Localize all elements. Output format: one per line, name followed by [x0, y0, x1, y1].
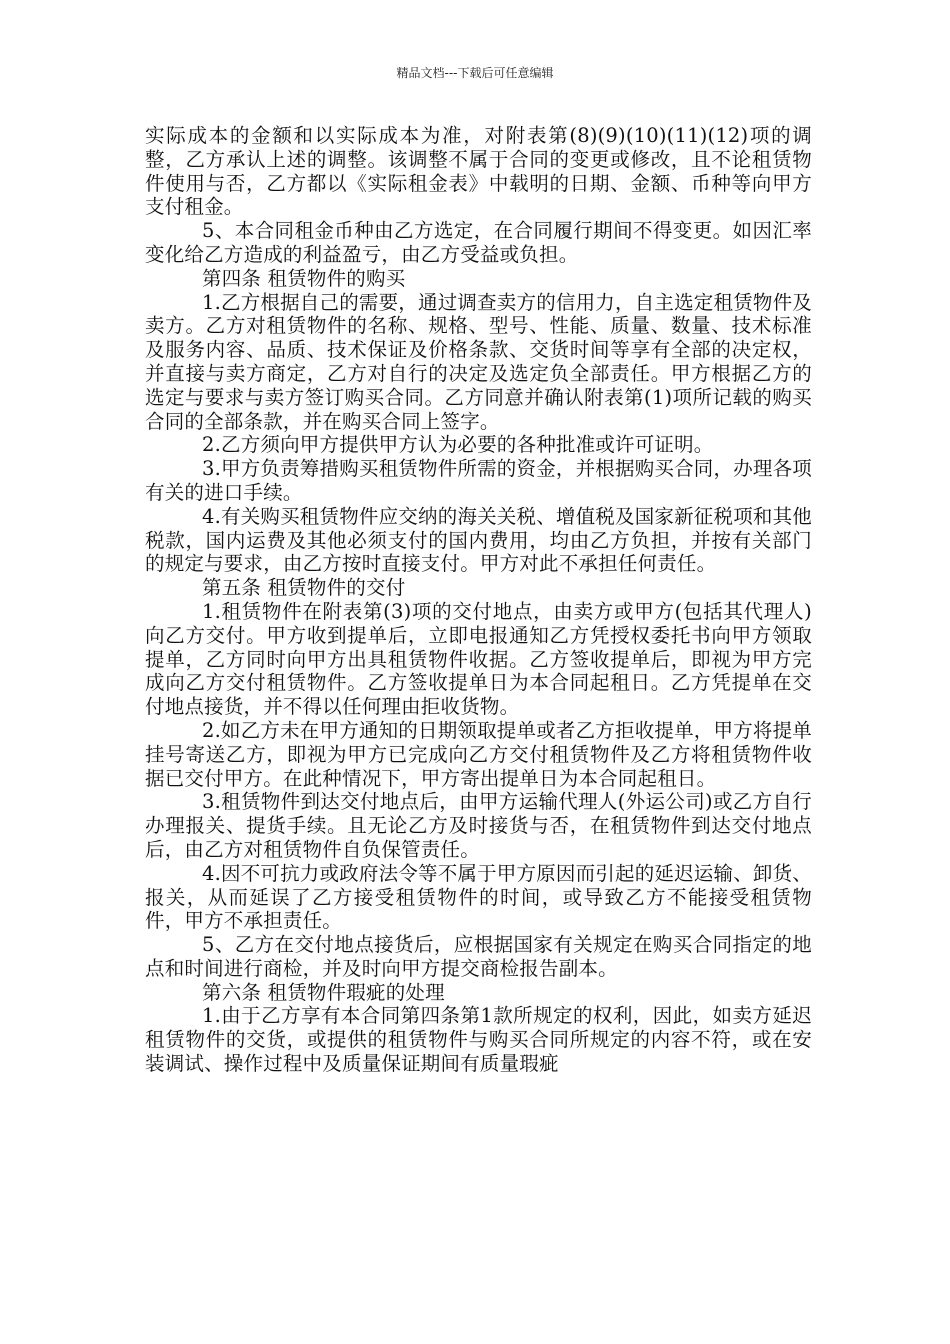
clause-5-2: 2.如乙方未在甲方通知的日期领取提单或者乙方拒收提单，甲方将提单挂号寄送乙方，即视为甲方已完成向乙方交付租赁物件及乙方将租赁物件收据已交付甲方。在此种情况下，甲方寄出提单日为本合同起租日。 [145, 718, 813, 790]
article-6-heading: 第六条 租赁物件瑕疵的处理 [202, 980, 445, 1004]
clause-4-2: 2.乙方须向甲方提供甲方认为必要的各种批准或许可证明。 [202, 433, 714, 457]
article-5-heading: 第五条 租赁物件的交付 [202, 576, 406, 600]
clause-5-1: 1.租赁物件在附表第(3)项的交付地点，由卖方或甲方(包括其代理人)向乙方交付。甲方收到提单后，立即电报通知乙方凭授权委托书向甲方领取提单，乙方同时向甲方出具租赁物件收据。乙方签收提单后，即视为甲方完成向乙方交付租赁物件。乙方签收提单日为本合同起租日。乙方凭提单在交付地点接货，并不得以任何理由拒收货物。 [145, 599, 812, 719]
paragraph-continuation: 实际成本的金额和以实际成本为准，对附表第(8)(9)(10)(11)(12)项的调整，乙方承认上述的调整。该调整不属于合同的变更或修改，且不论租赁物件使用与否，乙方都以《实际租金表》中载明的日期、金额、币种等向甲方支付租金。 [145, 124, 812, 219]
clause-6-1: 1.由于乙方享有本合同第四条第1款所规定的权利，因此，如卖方延迟租赁物件的交货，或提供的租赁物件与购买合同所规定的内容不符，或在安装调试、操作过程中及质量保证期间有质量瑕疵 [145, 1004, 812, 1076]
clause-4-4: 4.有关购买租赁物件应交纳的海关关税、增值税及国家新征税项和其他税款，国内运费及其他必须支付的国内费用，均由乙方负担，并按有关部门的规定与要求，由乙方按时直接支付。甲方对此不承担任何责任。 [145, 504, 813, 576]
document-body [145, 124, 812, 1076]
clause-4-3: 3.甲方负责筹措购买租赁物件所需的资金，并根据购买合同，办理各项有关的进口手续。 [145, 457, 813, 504]
clause-3-5: 5、本合同租金币种由乙方选定，在合同履行期间不得变更。如因汇率变化给乙方造成的利益盈亏，由乙方受益或负担。 [145, 219, 812, 266]
clause-5-3: 3.租赁物件到达交付地点后，由甲方运输代理人(外运公司)或乙方自行办理报关、提货手续。且无论乙方及时接货与否，在租赁物件到达交付地点后，由乙方对租赁物件自负保管责任。 [145, 790, 812, 861]
clause-5-5: 5、乙方在交付地点接货后，应根据国家有关规定在购买合同指定的地点和时间进行商检，并及时向甲方提交商检报告副本。 [145, 933, 812, 980]
clause-5-4: 4.因不可抗力或政府法令等不属于甲方原因而引起的延迟运输、卸货、报关，从而延误了乙方接受租赁物件的时间，或导致乙方不能接受租赁物件，甲方不承担责任。 [145, 861, 813, 933]
page-header: 精品文档---下载后可任意编辑 [396, 66, 554, 80]
clause-4-1: 1.乙方根据自己的需要，通过调查卖方的信用力，自主选定租赁物件及卖方。乙方对租赁物件的名称、规格、型号、性能、质量、数量、技术标准及服务内容、品质、技术保证及价格条款、交货时间等享有全部的决定权，并直接与卖方商定，乙方对自行的决定及选定负全部责任。甲方根据乙方的选定与要求与卖方签订购买合同。乙方同意并确认附表第(1)项所记载的购买合同的全部条款，并在购买合同上签字。 [145, 290, 813, 433]
article-4-heading: 第四条 租赁物件的购买 [202, 266, 406, 290]
